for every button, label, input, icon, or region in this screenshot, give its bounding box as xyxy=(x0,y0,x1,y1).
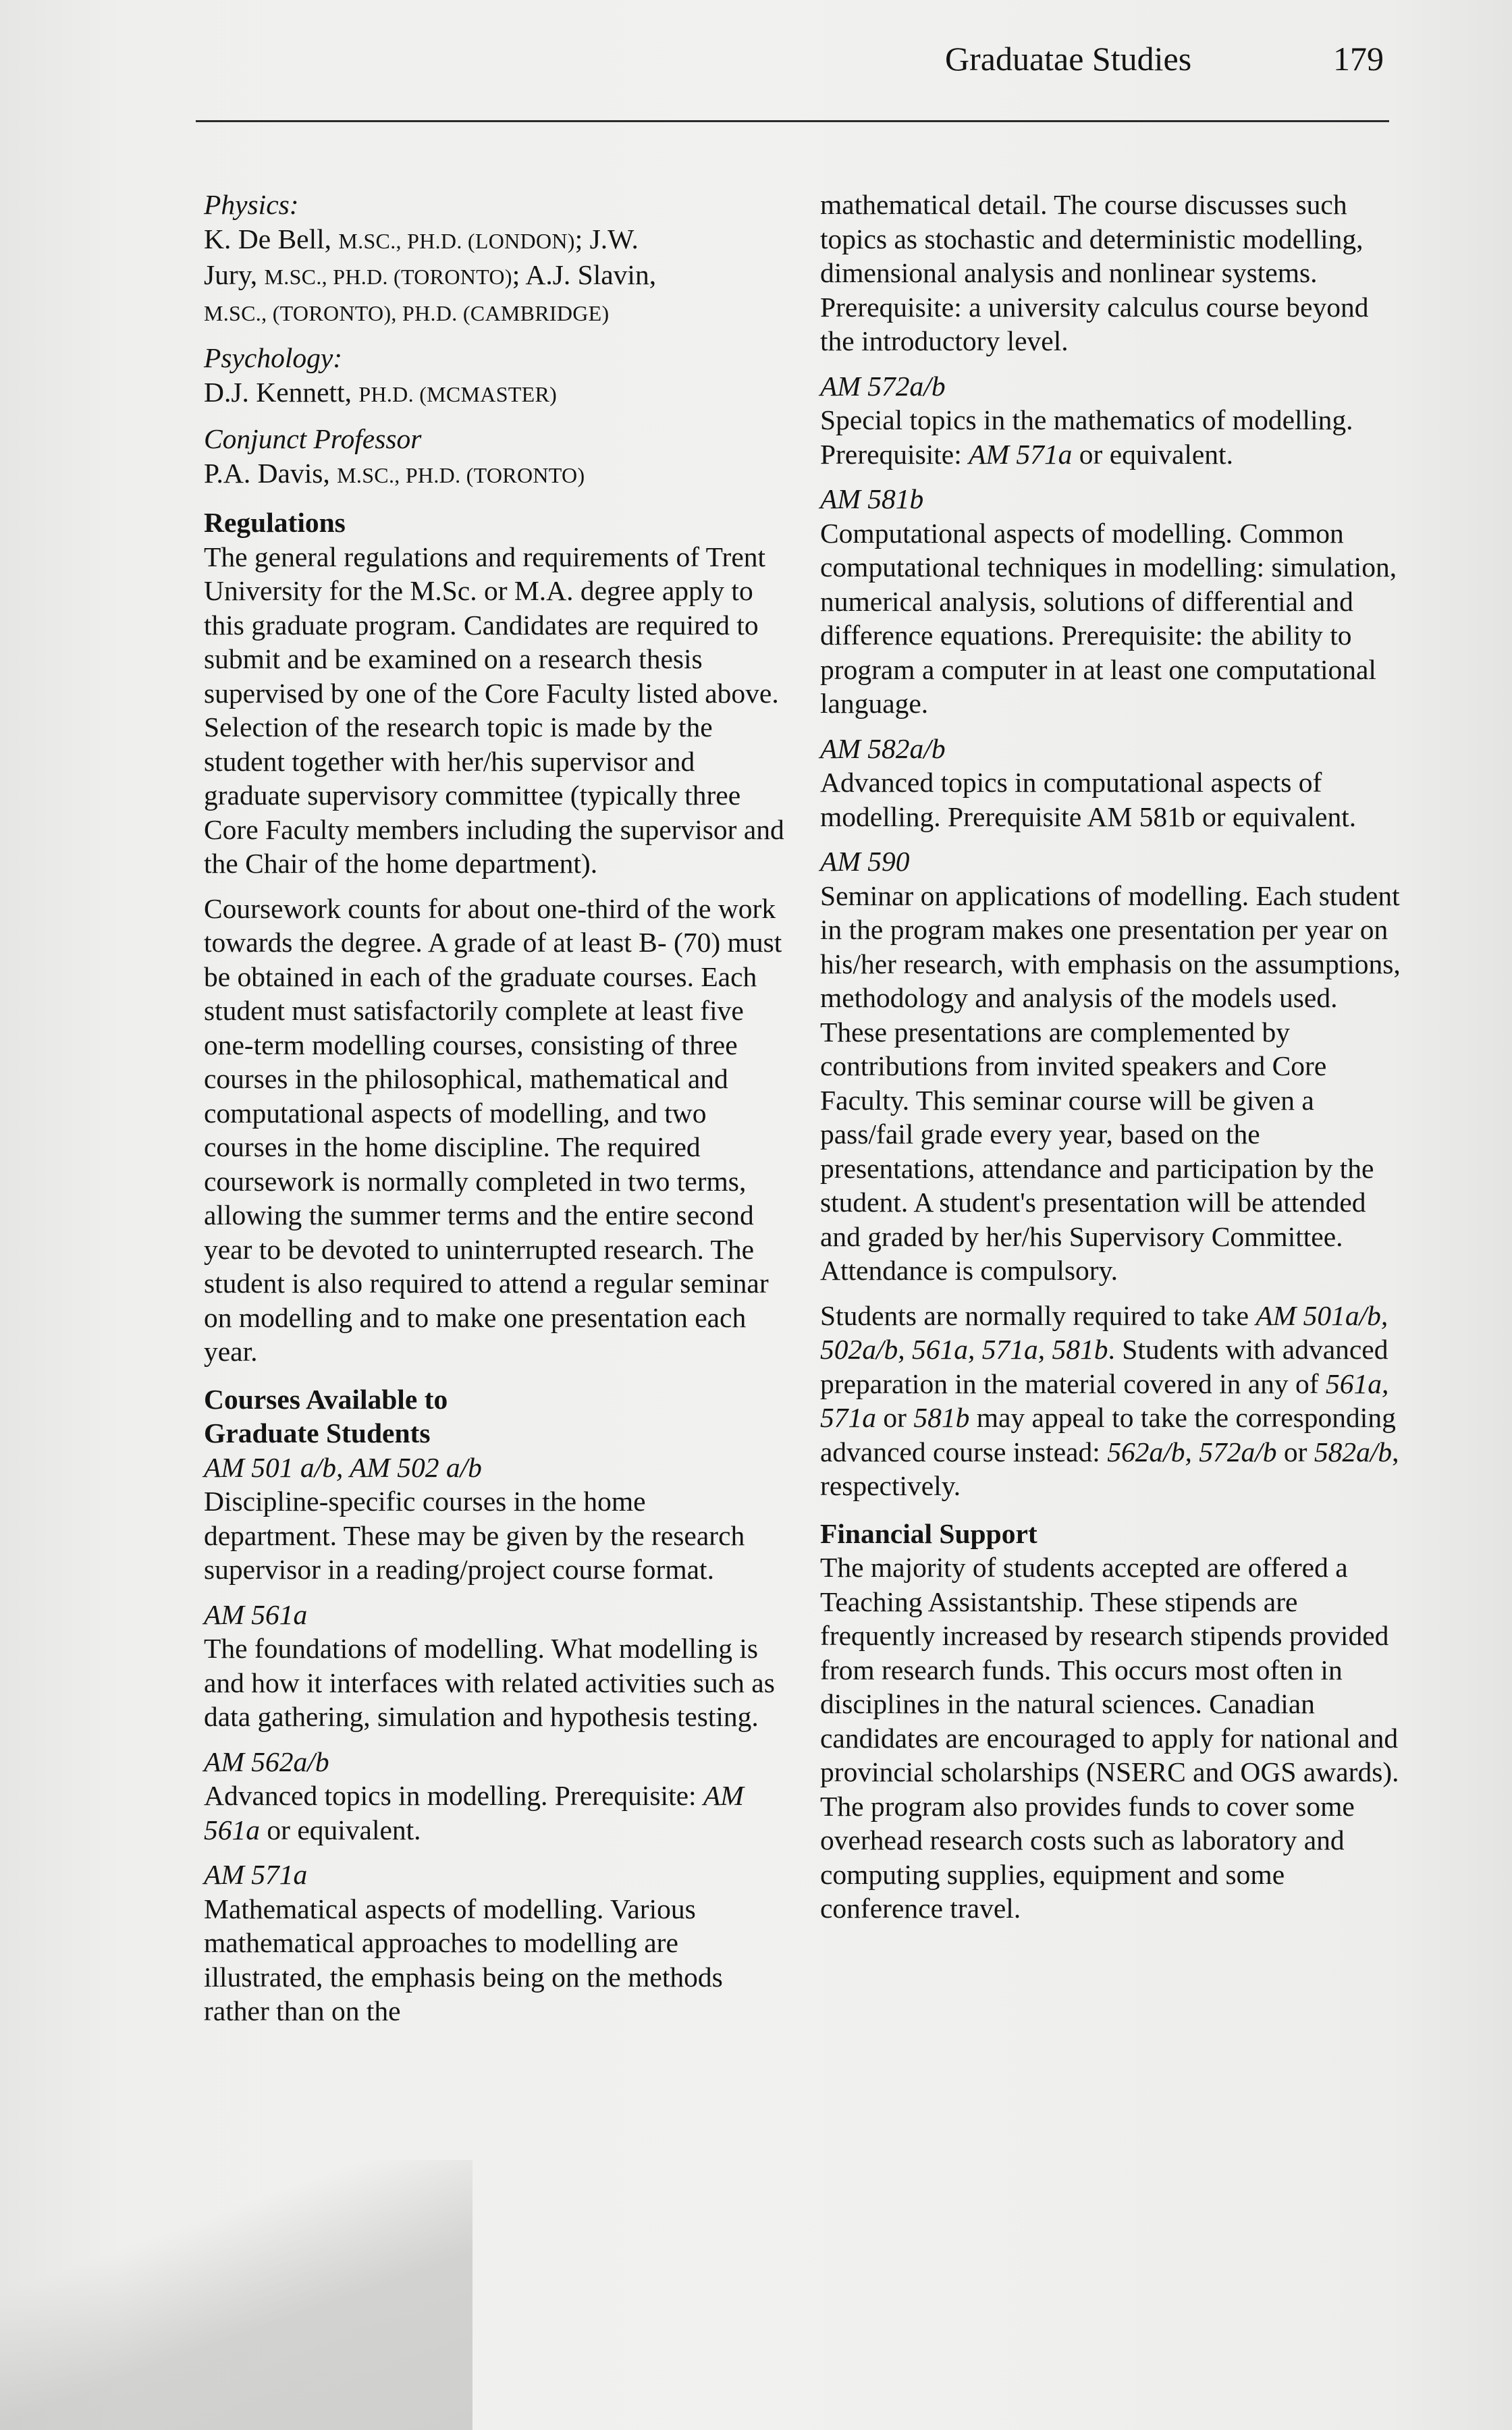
conjunct-section xyxy=(204,422,784,492)
course-am571 xyxy=(204,1858,784,2028)
course-description: Computational aspects of modelling. Common computational techniques in modelling: simulation, numerical analysis, solutions of differential and difference equations. Prerequisite: the ability to program a computer in at least one computational language. xyxy=(820,517,1397,719)
financial-paragraph: The majority of students accepted are offered a Teaching Assistantship. These stipends are frequently increased by research stipends provided from research funds. This occurs most often in disciplines in the natural sciences. Canadian candidates are encouraged to apply for national and provincial scholarships (NSERC and OGS awards). The program also provides funds to cover some overhead research costs such as laboratory and computing supplies, equipment and some conference travel. xyxy=(820,1552,1399,1924)
course-code: AM 582a/b xyxy=(820,732,946,764)
course-am590 xyxy=(820,844,1401,1288)
course-description: Discipline-specific courses in the home department. These may be given by the research supervisor in a reading/project course format. xyxy=(204,1486,745,1585)
right-column xyxy=(820,188,1401,1937)
course-am562 xyxy=(204,1745,784,1847)
torn-corner xyxy=(0,2160,473,2430)
course-description: Advanced topics in computational aspects of modelling. Prerequisite AM 581b or equivalent. xyxy=(820,767,1357,832)
course-am561 xyxy=(204,1598,784,1734)
requirements-paragraph: Students are normally required to take AM 501a/b, 502a/b, 561a, 571a, 581b. Students with advanced preparation in the material covered in any of 561a, 571a or 581b may appeal to take the corresponding advanced course instead: 562a/b, 572a/b or 582a/b, respectively. xyxy=(820,1299,1399,1501)
course-am581 xyxy=(820,482,1401,721)
physics-section xyxy=(204,188,784,330)
running-title: Graduatae Studies xyxy=(945,40,1192,78)
psychology-heading: Psychology: xyxy=(204,342,343,373)
financial-heading: Financial Support xyxy=(820,1517,1037,1549)
physics-heading: Physics: xyxy=(204,189,299,220)
course-code: AM 571a xyxy=(204,1859,308,1890)
faculty-line: Jury, M.SC., PH.D. (TORONTO); A.J. Slavin, xyxy=(204,259,657,290)
page-number: 179 xyxy=(1333,40,1384,78)
course-am582 xyxy=(820,732,1401,834)
course-description: Mathematical aspects of modelling. Various mathematical approaches to modelling are illustrated, the emphasis being on the methods rather than on the xyxy=(204,1893,723,2026)
faculty-line: K. De Bell, M.SC., PH.D. (LONDON); J.W. xyxy=(204,223,639,254)
course-description: Advanced topics in modelling. Prerequisite: AM 561a or equivalent. xyxy=(204,1780,744,1845)
faculty-line: D.J. Kennett, PH.D. (MCMASTER) xyxy=(204,376,558,408)
coursework-paragraph: Coursework counts for about one-third of the work towards the degree. A grade of at least B- (70) must be obtained in each of the graduate courses. Each student must satisfactorily complete at least five one-term modelling courses, consisting of three courses in the philosophical, mathematical and computational aspects of modelling, and two courses in the home discipline. The required coursework is normally completed in two terms, allowing the summer terms and the entire second year to be devoted to uninterrupted research. The student is also required to attend a regular seminar on modelling and to make one presentation each year. xyxy=(204,892,782,1367)
courses-heading: Courses Available to Graduate Students xyxy=(204,1383,448,1449)
course-code: AM 562a/b xyxy=(204,1746,329,1777)
course-code: AM 572a/b xyxy=(820,370,946,402)
header-rule xyxy=(196,120,1389,122)
conjunct-heading: Conjunct Professor xyxy=(204,423,422,454)
page-header xyxy=(945,39,1384,86)
course-code: AM 501 a/b, AM 502 a/b xyxy=(204,1451,482,1483)
course-code: AM 561a xyxy=(204,1598,308,1630)
faculty-line: P.A. Davis, M.SC., PH.D. (TORONTO) xyxy=(204,457,585,489)
regulations-heading: Regulations xyxy=(204,507,346,538)
course-am572 xyxy=(820,369,1401,472)
course-code: AM 590 xyxy=(820,846,910,877)
course-am501 xyxy=(204,1451,784,1587)
left-column xyxy=(204,188,784,2039)
course-description: Special topics in the mathematics of modelling. Prerequisite: AM 571a or equivalent. xyxy=(820,404,1353,470)
course-code: AM 581b xyxy=(820,483,924,514)
psychology-section xyxy=(204,341,784,411)
regulations-paragraph: The general regulations and requirements of Trent University for the M.Sc. or M.A. degree apply to this graduate program. Candidates are required to submit and be examined on a research thesis supervised by one of the Core Faculty listed above. Selection of the research topic is made by the student together with her/his supervisor and graduate supervisory committee (typically three Core Faculty members including the supervisor and the Chair of the home department). xyxy=(204,541,784,879)
course-description: The foundations of modelling. What modelling is and how it interfaces with related activities such as data gathering, simulation and hypothesis testing. xyxy=(204,1633,775,1732)
course-description: Seminar on applications of modelling. Each student in the program makes one presentation per year on his/her research, with emphasis on the assumptions, methodology and analysis of the models used. These presentations are complemented by contributions from invited speakers and Core Faculty. This seminar course will be given a pass/fail grade every year, based on the presentations, attendance and participation by the student. A student's presentation will be attended and graded by her/his Supervisory Committee. Attendance is compulsory. xyxy=(820,880,1401,1286)
course-am571-continued: mathematical detail. The course discusses such topics as stochastic and deterministic modelling, dimensional analysis and nonlinear systems. Prerequisite: a university calculus course beyond the introductory level. xyxy=(820,189,1369,356)
faculty-line: M.SC., (TORONTO), PH.D. (CAMBRIDGE) xyxy=(204,300,610,325)
